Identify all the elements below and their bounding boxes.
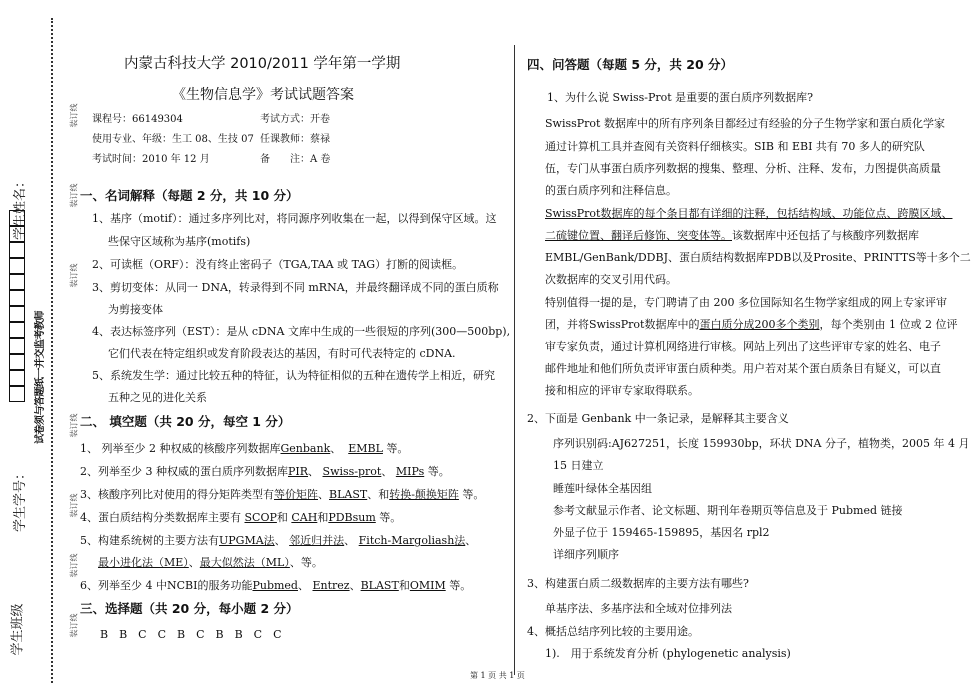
answer-1-line: 的蛋白质序列和注释信息。 [545, 184, 677, 197]
answer-1-line: 团，并将SwissProt数据库中的蛋白质分成200多个类别，每个类别由 1 位或 2 位评 [545, 318, 958, 331]
answer-4: 1). 用于系统发育分析 (phylogenetic analysis) [545, 647, 791, 660]
answer-1-line: 次数据库的交叉引用代码。 [545, 273, 677, 286]
section4-heading: 四、问答题（每题 5 分，共 20 分） [527, 57, 734, 72]
answer-1-line: EMBL/GenBank/DDBJ、蛋白质结构数据库PDB以及Prosite、PRINTTS等十多个二 [545, 251, 971, 264]
fill-item-5-cont: 最小进化法（ME）、最大似然法（ML）、等。 [98, 556, 323, 569]
seal-mark: 装订线 [69, 263, 79, 288]
section1-line: 为剪接变体 [108, 303, 163, 316]
exam-mode: 考试方式：开卷 [260, 114, 330, 125]
section1-line: 它们代表在特定组织或发育阶段表达的基因，有时可代表特定的 cDNA. [108, 347, 456, 360]
column-divider [514, 45, 515, 675]
fill-item-6: 6、列举至少 4 中NCBI的服务功能Pubmed、 Entrez、BLAST和OMIM 等。 [80, 579, 472, 592]
section1-line: 5、系统发生学：通过比较五种的特征，认为特征相似的五种在遗传学上相近，研究 [92, 369, 495, 382]
section1-line: 4、表达标签序列（EST）：是从 cDNA 文库中生成的一些很短的序列(300—500bp), [92, 325, 511, 338]
student-name-label: 学生姓名： [13, 174, 29, 241]
question-3: 3、构建蛋白质二级数据库的主要方法有哪些? [527, 577, 749, 590]
section2-heading: 二、 填空题（共 20 分，每空 1 分） [80, 414, 291, 429]
course-number: 课程号：66149304 [92, 114, 183, 125]
answer-1-line: 伍，专门从事蛋白质序列数据的搜集、整理、分析、注释、发布，力图提供高质量 [545, 162, 941, 175]
answer-3: 单基序法、多基序法和全域对位排列法 [545, 602, 732, 615]
teacher: 任课教师：蔡禄 [260, 134, 330, 145]
answer-1-line: SwissProt数据库的每个条目都有详细的注释，包括结构域、功能位点、跨膜区域、 [545, 207, 953, 220]
question-1: 1、为什么说 Swiss-Prot 是重要的蛋白质序列数据库? [547, 91, 814, 104]
exam-note: 备 注：A 卷 [260, 154, 331, 165]
section1-line: 五种之见的进化关系 [108, 391, 207, 404]
exam-title: 内蒙古科技大学 2010/2011 学年第一学期 [124, 56, 401, 72]
question-2: 2、下面是 Genbank 中一条记录，是解释其主要含义 [527, 412, 789, 425]
student-id-label: 学生学号： [13, 466, 29, 533]
answer-2-line: 参考文献显示作者、论文标题、期刊年卷期页等信息及于 Pubmed 链接 [553, 504, 903, 517]
choice-answers: B B C C B C B B C C [100, 628, 282, 641]
fill-item-3: 3、核酸序列比对使用的得分矩阵类型有等价矩阵、BLAST、和转换-颠换矩阵 等。 [80, 488, 485, 501]
section1-line: 3、剪切变体：从同一 DNA，转录得到不同 mRNA，并最终翻译成不同的蛋白质称 [92, 281, 499, 294]
question-4: 4、概括总结序列比较的主要用途。 [527, 625, 699, 638]
answer-2-line: 序列识别码:AJ627251，长度 159930bp，环状 DNA 分子，植物类，2005 年 4 月 [553, 437, 970, 450]
answer-1-line: 接和相应的评审专家取得联系。 [545, 384, 699, 397]
fill-item-1: 1、 列举至少 2 种权威的核酸序列数据库Genbank、 EMBL 等。 [80, 442, 409, 455]
fill-item-4: 4、蛋白质结构分类数据库主要有 SCOP和 CAH和PDBsum 等。 [80, 511, 402, 524]
answer-2-line: 详细序列顺序 [553, 548, 619, 561]
seal-mark: 装订线 [69, 413, 79, 438]
instruction-warning: 试卷须与答题纸一并交监考教师 [35, 311, 46, 444]
answer-1-line: 审专家负责，通过计算机网络进行审核。网站上列出了这些评审专家的姓名、电子 [545, 340, 941, 353]
fill-item-2: 2、列举至少 3 种权威的蛋白质序列数据库PIR、 Swiss-prot、 MIPs 等。 [80, 465, 450, 478]
section3-heading: 三、选择题（共 20 分，每小题 2 分） [80, 601, 299, 616]
binding-dotted-line [51, 18, 53, 683]
binding-margin [0, 0, 79, 692]
major-grade: 使用专业、年级：生工 08、生技 07 [92, 134, 254, 145]
page-footer: 第 1 页 共 1 页 [470, 671, 525, 680]
section1-line: 2、可读框（ORF）：没有终止密码子（TGA,TAA 或 TAG）打断的阅读框。 [92, 258, 464, 271]
section1-line: 1、基序（motif）：通过多序列比对，将同源序列收集在一起，以得到保守区域。这 [92, 212, 497, 225]
section1-line: 些保守区域称为基序(motifs) [108, 235, 251, 248]
answer-1-line: 通过计算机工具并查阅有关资料仔细核实。SIB 和 EBI 共有 70 多人的研究队 [545, 140, 925, 153]
fill-item-5: 5、构建系统树的主要方法有UPGMA法、 邻近归并法、 Fitch-Margoliash法、 [80, 534, 477, 547]
section1-heading: 一、名词解释（每题 2 分，共 10 分） [80, 188, 299, 203]
seal-mark: 装订线 [69, 493, 79, 518]
seal-mark: 装订线 [69, 613, 79, 638]
exam-time: 考试时间：2010 年 12 月 [92, 154, 210, 165]
answer-1-line: 二硫键位置、翻译后修饰、突变体等。该数据库中还包括了与核酸序列数据库 [545, 229, 919, 242]
class-label: 学生班级 [10, 603, 26, 656]
answer-2-line: 15 日建立 [553, 459, 604, 472]
seal-mark: 装订线 [69, 103, 79, 128]
seal-mark: 装订线 [69, 183, 79, 208]
seal-mark: 装订线 [69, 553, 79, 578]
answer-2-line: 睡莲叶绿体全基因组 [553, 482, 652, 495]
exam-subtitle: 《生物信息学》考试试题答案 [172, 87, 354, 103]
answer-2-line: 外显子位于 159465-159895，基因名 rpl2 [553, 526, 770, 539]
answer-1-line: 邮件地址和他们所负责评审蛋白质种类。用户若对某个蛋白质条目有疑义，可以直 [545, 362, 941, 375]
answer-1-line: SwissProt 数据库中的所有序列条目都经过有经验的分子生物学家和蛋白质化学家 [545, 117, 945, 130]
student-id-boxes [9, 210, 26, 402]
answer-1-line: 特别值得一提的是，专门聘请了由 200 多位国际知名生物学家组成的网上专家评审 [545, 296, 947, 309]
